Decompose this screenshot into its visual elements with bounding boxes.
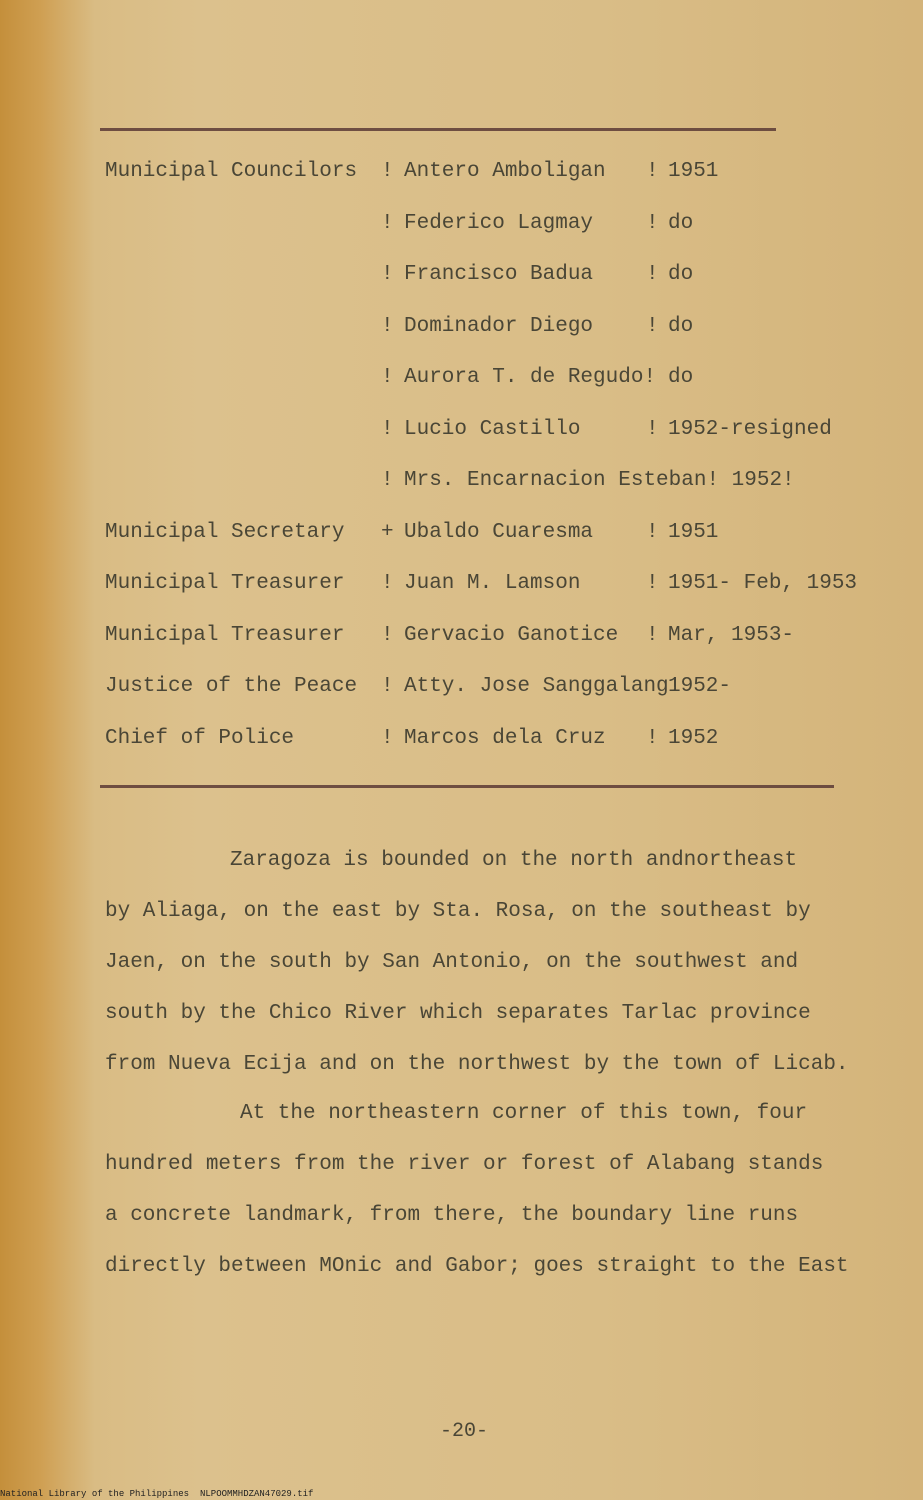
separator: !	[381, 263, 394, 286]
official-name: Dominador Diego	[404, 314, 594, 338]
official-year: do	[668, 366, 694, 389]
paragraph-line: At the northeastern corner of this town, four	[240, 1102, 808, 1125]
separator: !	[646, 572, 659, 595]
official-row	[105, 459, 865, 511]
page-number: -20-	[440, 1420, 489, 1443]
footer-filename: NLPOOMMHDZAN47029.tif	[200, 1489, 314, 1499]
paragraph-line: hundred meters from the river or forest of Alabang stands	[105, 1153, 824, 1176]
separator: !	[381, 675, 394, 698]
top-rule	[100, 128, 776, 131]
separator: !	[646, 314, 659, 338]
official-name: Federico Lagmay	[404, 211, 594, 235]
footer-library: National Library of the Philippines	[0, 1489, 190, 1499]
separator: !	[646, 726, 659, 750]
separator: !	[646, 623, 659, 647]
officials-table	[105, 150, 865, 768]
landmark-paragraph	[105, 1088, 849, 1292]
official-name: Mrs. Encarnacion Esteban! 1952!	[404, 469, 795, 492]
paragraph-line: directly between MOnic and Gabor; goes straight to the East	[105, 1255, 849, 1278]
separator: !	[646, 211, 659, 235]
paragraph-line: from Nueva Ecija and on the northwest by the town of Licab.	[105, 1053, 849, 1076]
official-name: Ubaldo Cuaresma	[404, 520, 594, 544]
official-row	[105, 614, 865, 666]
paragraph-line: south by the Chico River which separates Tarlac province	[105, 1002, 811, 1025]
official-title: Municipal Treasurer	[105, 623, 345, 647]
official-name: Marcos dela Cruz	[404, 726, 606, 750]
separator: !	[381, 726, 394, 750]
official-row	[105, 305, 865, 357]
official-year: 1952	[668, 726, 719, 750]
bottom-rule	[100, 785, 834, 788]
official-year: do	[668, 314, 694, 338]
paragraph-line: by Aliaga, on the east by Sta. Rosa, on the southeast by	[105, 900, 811, 923]
official-name: Francisco Badua	[404, 263, 594, 286]
separator: !	[646, 263, 659, 286]
official-title: Chief of Police	[105, 726, 295, 750]
official-title: Municipal Secretary	[105, 520, 345, 544]
separator: !	[381, 572, 394, 595]
official-row	[105, 150, 865, 202]
separator: !	[646, 520, 659, 544]
official-row	[105, 717, 865, 769]
official-row	[105, 356, 865, 408]
boundaries-paragraph	[105, 835, 849, 1090]
separator: +	[381, 520, 394, 544]
separator: !	[381, 314, 394, 338]
paragraph-line: Zaragoza is bounded on the north andnortheast	[230, 849, 798, 872]
official-year: 1951- Feb, 1953	[668, 572, 858, 595]
paragraph-line: a concrete landmark, from there, the boundary line runs	[105, 1204, 799, 1227]
official-row	[105, 665, 865, 717]
separator: !	[381, 160, 394, 183]
official-row	[105, 511, 865, 563]
official-row	[105, 253, 865, 305]
official-title: Municipal Councilors	[105, 160, 358, 183]
separator: !	[381, 623, 394, 647]
official-year: 1952-resigned	[668, 417, 832, 441]
official-row	[105, 408, 865, 460]
official-year: 1951	[668, 160, 719, 183]
separator: !	[646, 160, 659, 183]
official-title: Municipal Treasurer	[105, 572, 345, 595]
separator: !	[381, 211, 394, 235]
official-year: 1952-	[668, 675, 732, 698]
separator: !	[381, 417, 394, 441]
official-name: Atty. Jose Sanggalang!	[404, 675, 682, 698]
paragraph-line: Jaen, on the south by San Antonio, on the southwest and	[105, 951, 799, 974]
official-title: Justice of the Peace	[105, 675, 358, 698]
official-row	[105, 202, 865, 254]
official-name: Antero Amboligan	[404, 160, 606, 183]
official-year: do	[668, 263, 694, 286]
official-name: Aurora T. de Regudo!	[404, 366, 657, 389]
separator: !	[381, 366, 394, 389]
scan-footer	[0, 1489, 314, 1500]
official-year: do	[668, 211, 694, 235]
official-year: 1951	[668, 520, 719, 544]
separator: !	[381, 469, 394, 492]
official-name: Juan M. Lamson	[404, 572, 581, 595]
official-year: Mar, 1953-	[668, 623, 795, 647]
official-name: Lucio Castillo	[404, 417, 581, 441]
official-name: Gervacio Ganotice	[404, 623, 619, 647]
official-row	[105, 562, 865, 614]
separator: !	[646, 417, 659, 441]
